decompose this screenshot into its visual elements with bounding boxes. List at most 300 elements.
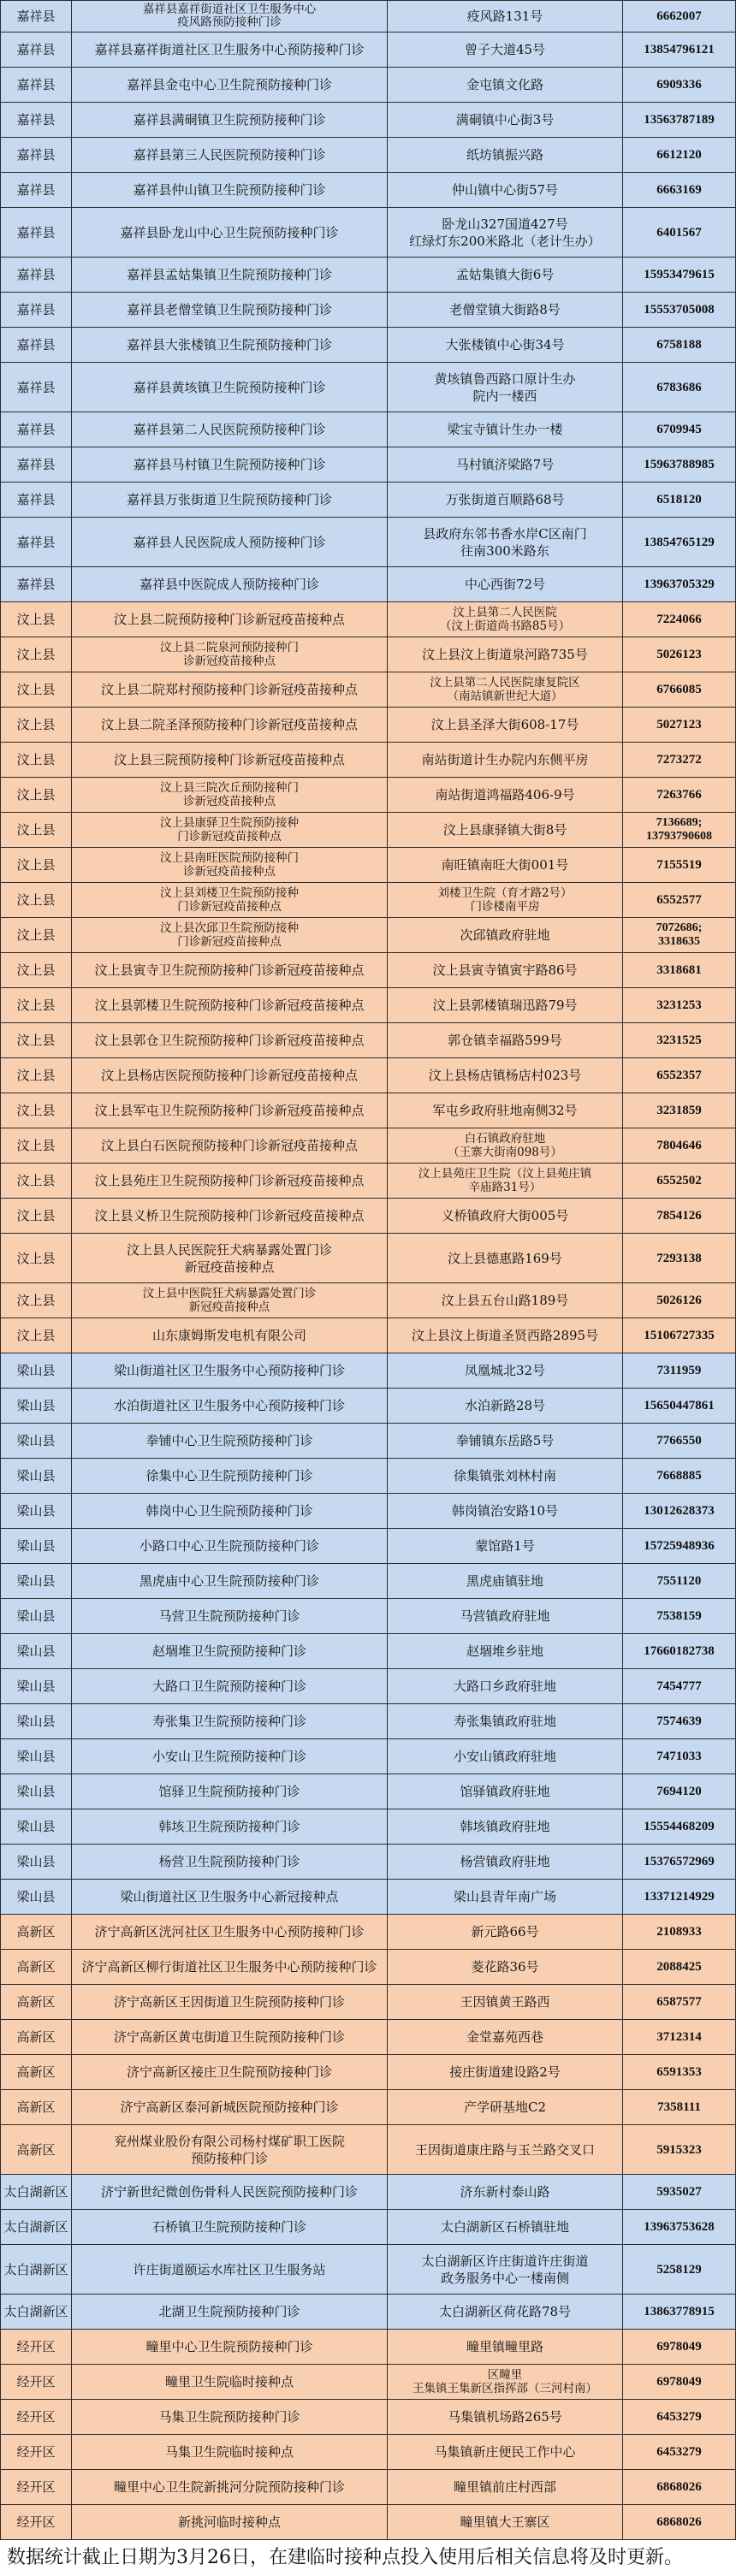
address-cell: [388, 103, 623, 138]
phone-number: 3231859: [656, 1104, 702, 1117]
site-name-cell: [72, 988, 388, 1023]
site-name-cell: [72, 743, 388, 778]
address-cell: [388, 778, 623, 813]
table-row: [0, 103, 736, 138]
address-cell: [388, 637, 623, 672]
phone-number: 2108933: [656, 1925, 702, 1939]
address-cell: [388, 813, 623, 848]
county-label: 梁山县: [16, 1854, 56, 1869]
address-line: 马集镇机场路265号: [448, 2409, 562, 2425]
address-cell: [388, 2125, 623, 2175]
site-name-line: 汶上县郭楼卫生院预防接种门诊新冠疫苗接种点: [94, 998, 365, 1013]
county-label: 高新区: [16, 2141, 56, 2158]
phone-number: 7263766: [656, 788, 702, 802]
phone-cell: [623, 1950, 736, 1985]
county-section: [0, 2330, 736, 2540]
address-line: 南旺镇南旺大街001号: [441, 857, 569, 873]
phone-number: 6978049: [656, 2375, 702, 2389]
phone-cell: [623, 2090, 736, 2125]
address-line: 汶上县第二人民医院: [453, 606, 557, 619]
phone-number: 3318635: [658, 935, 700, 948]
site-name-line: 疃里中心卫生院预防接种门诊: [145, 2339, 313, 2354]
table-row: [0, 813, 736, 848]
county-label: 汶上县: [16, 1103, 56, 1118]
table-row: [0, 2470, 736, 2505]
county-label: 梁山县: [16, 1538, 56, 1554]
site-name-cell: [72, 2435, 388, 2470]
site-name-cell: [72, 1845, 388, 1880]
phone-cell: [623, 1494, 736, 1529]
address-line: 刘楼卫生院（育才路2号）: [437, 886, 573, 900]
site-name-cell: [72, 293, 388, 328]
address-line: 济东新村泰山路: [460, 2184, 550, 2200]
county-cell: [0, 2175, 72, 2210]
site-name-cell: [72, 1564, 388, 1599]
table-row: [0, 1023, 736, 1058]
site-name-cell: [72, 637, 388, 672]
county-label: 经开区: [16, 2409, 56, 2425]
county-label: 嘉祥县: [16, 224, 56, 240]
county-cell: [0, 258, 72, 293]
address-line: 汶上县康驿镇大街8号: [442, 822, 567, 838]
phone-number: 6552502: [656, 1174, 702, 1187]
address-line: 汶上县五台山路189号: [441, 1293, 569, 1308]
phone-cell: [623, 1318, 736, 1353]
address-cell: [388, 1318, 623, 1353]
county-label: 经开区: [16, 2479, 56, 2495]
site-name-line: 门诊新冠疫苗接种点: [177, 830, 282, 844]
phone-number: 13854765129: [644, 535, 715, 549]
county-cell: [0, 68, 72, 103]
phone-cell: [623, 1669, 736, 1704]
phone-number: 13563787189: [644, 113, 715, 127]
table-row: [0, 1809, 736, 1845]
address-line: 接庄街道建设路2号: [449, 2064, 561, 2080]
site-name-line: 济宁高新区泰河新城医院预防接种门诊: [120, 2099, 339, 2115]
county-cell: [0, 0, 72, 33]
phone-cell: [623, 2020, 736, 2055]
county-label: 汶上县: [16, 962, 56, 978]
phone-number: 6663169: [656, 183, 702, 197]
table-row: [0, 2245, 736, 2295]
table-row: [0, 2330, 736, 2365]
address-line: 满硐镇中心街3号: [455, 112, 555, 127]
phone-number: 7804646: [656, 1139, 702, 1152]
county-cell: [0, 813, 72, 848]
site-name-cell: [72, 208, 388, 258]
site-name-line: 诊新冠疫苗接种点: [183, 865, 276, 879]
site-name-cell: [72, 672, 388, 708]
address-cell: [388, 293, 623, 328]
site-name-cell: [72, 412, 388, 447]
site-name-cell: [72, 1389, 388, 1424]
county-section: [0, 2175, 736, 2330]
address-cell: [388, 1985, 623, 2020]
site-name-cell: [72, 1093, 388, 1128]
phone-cell: [623, 68, 736, 103]
county-cell: [0, 1669, 72, 1704]
site-name-cell: [72, 1283, 388, 1318]
county-label: 梁山县: [16, 1608, 56, 1624]
county-cell: [0, 953, 72, 988]
county-cell: [0, 1424, 72, 1459]
table-row: [0, 1739, 736, 1774]
site-name-line: 嘉祥县黄垓镇卫生院预防接种门诊: [133, 379, 326, 395]
site-name-line: 小路口中心卫生院预防接种门诊: [139, 1538, 319, 1554]
phone-number: 7358111: [657, 2100, 701, 2114]
county-label: 汶上县: [16, 752, 56, 767]
county-cell: [0, 1234, 72, 1283]
table-row: [0, 2175, 736, 2210]
phone-number: 7854126: [656, 1209, 702, 1223]
phone-number: 7273272: [656, 753, 702, 767]
phone-cell: [623, 2400, 736, 2435]
table-row: [0, 1494, 736, 1529]
site-name-cell: [72, 1058, 388, 1093]
table-row: [0, 208, 736, 258]
site-name-cell: [72, 363, 388, 412]
county-cell: [0, 2210, 72, 2245]
site-name-line: 济宁高新区洸河社区卫生服务中心预防接种门诊: [94, 1924, 365, 1939]
address-line: 万张街道百顺路68号: [445, 492, 565, 507]
address-cell: [388, 1283, 623, 1318]
site-name-line: 许庄街道颐运水库社区卫生服务站: [133, 2261, 326, 2277]
county-label: 嘉祥县: [16, 422, 56, 437]
phone-number: 6552577: [656, 893, 702, 907]
phone-cell: [623, 1058, 736, 1093]
site-name-cell: [72, 1985, 388, 2020]
site-name-line: 汶上县苑庄卫生院预防接种门诊新冠疫苗接种点: [94, 1173, 365, 1188]
county-label: 梁山县: [16, 1819, 56, 1834]
phone-number: 7694120: [656, 1785, 702, 1798]
address-line: 院内一楼西: [472, 388, 537, 404]
phone-cell: [623, 743, 736, 778]
site-name-cell: [72, 1318, 388, 1353]
county-cell: [0, 1058, 72, 1093]
county-label: 汶上县: [16, 892, 56, 908]
phone-number: 7454777: [656, 1679, 702, 1693]
table-row: [0, 953, 736, 988]
site-name-line: 汶上县二院郑村预防接种门诊新冠疫苗接种点: [100, 682, 358, 697]
site-name-line: 石桥镇卫生院预防接种门诊: [151, 2219, 306, 2235]
county-label: 汶上县: [16, 647, 56, 662]
phone-number: 6709945: [656, 423, 702, 436]
address-cell: [388, 1023, 623, 1058]
phone-number: 6518120: [656, 493, 702, 506]
phone-number: 6868026: [656, 2480, 702, 2494]
county-cell: [0, 2505, 72, 2540]
county-label: 嘉祥县: [16, 147, 56, 163]
table-row: [0, 918, 736, 953]
table-row: [0, 1058, 736, 1093]
address-cell: [388, 1599, 623, 1634]
phone-cell: [623, 1985, 736, 2020]
table-row: [0, 1424, 736, 1459]
phone-cell: [623, 173, 736, 208]
phone-cell: [623, 1845, 736, 1880]
address-cell: [388, 1494, 623, 1529]
table-row: [0, 0, 736, 33]
county-cell: [0, 1023, 72, 1058]
address-cell: [388, 708, 623, 743]
county-cell: [0, 1845, 72, 1880]
phone-cell: [623, 2365, 736, 2400]
county-cell: [0, 518, 72, 567]
table-row: [0, 708, 736, 743]
address-line: 疫风路131号: [466, 9, 543, 24]
site-name-cell: [72, 1599, 388, 1634]
address-line: 辛庙路31号）: [468, 1181, 542, 1194]
county-label: 嘉祥县: [16, 42, 56, 57]
phone-cell: [623, 1164, 736, 1199]
address-line: 马营镇政府驻地: [460, 1608, 550, 1624]
site-name-cell: [72, 1880, 388, 1915]
site-name-line: 山东康姆斯发电机有限公司: [151, 1328, 306, 1343]
address-cell: [388, 1915, 623, 1950]
county-label: 嘉祥县: [16, 577, 56, 592]
address-line: 仲山镇中心街57号: [451, 182, 559, 198]
address-line: 南站街道鸿福路406-9号: [435, 787, 575, 802]
phone-cell: [623, 602, 736, 637]
table-row: [0, 1199, 736, 1234]
table-row: [0, 1985, 736, 2020]
phone-number: 6783686: [656, 380, 702, 394]
site-name-line: 汶上县南旺医院预防接种门: [160, 851, 299, 865]
address-cell: [388, 1093, 623, 1128]
site-name-line: 汶上县郭仓卫生院预防接种门诊新冠疫苗接种点: [94, 1033, 365, 1048]
phone-cell: [623, 1459, 736, 1494]
phone-number: 7136689;: [656, 816, 703, 829]
address-cell: [388, 1234, 623, 1283]
phone-cell: [623, 2245, 736, 2295]
address-cell: [388, 672, 623, 708]
table-row: [0, 1459, 736, 1494]
site-name-line: 新挑河临时接种点: [177, 2514, 281, 2530]
phone-number: 6453279: [656, 2445, 702, 2459]
address-cell: [388, 2175, 623, 2210]
phone-number: 7224066: [656, 613, 702, 626]
address-line: 汶上县郭楼镇瑞迅路79号: [432, 998, 578, 1013]
county-cell: [0, 1318, 72, 1353]
site-name-line: 汶上县三院预防接种门诊新冠疫苗接种点: [113, 752, 345, 767]
site-name-cell: [72, 2330, 388, 2365]
address-cell: [388, 2020, 623, 2055]
site-name-line: 汶上县杨店医院预防接种门诊新冠疫苗接种点: [100, 1068, 358, 1083]
address-line: 新元路66号: [471, 1924, 539, 1939]
phone-cell: [623, 567, 736, 602]
address-line: 孟姑集镇大街6号: [455, 267, 555, 282]
site-name-line: 馆驿卫生院预防接种门诊: [158, 1784, 300, 1799]
phone-number: 7072686;: [656, 921, 703, 934]
county-cell: [0, 1459, 72, 1494]
site-name-cell: [72, 2400, 388, 2435]
county-cell: [0, 33, 72, 68]
site-name-cell: [72, 103, 388, 138]
table-row: [0, 988, 736, 1023]
site-name-cell: [72, 173, 388, 208]
county-cell: [0, 2295, 72, 2330]
county-label: 高新区: [16, 1994, 56, 2010]
address-line: 马村镇济梁路7号: [455, 457, 555, 472]
table-row: [0, 138, 736, 173]
county-label: 梁山县: [16, 1749, 56, 1764]
county-label: 梁山县: [16, 1433, 56, 1448]
phone-cell: [623, 2435, 736, 2470]
site-name-cell: [72, 778, 388, 813]
address-line: 小安山镇政府驻地: [453, 1749, 556, 1764]
phone-cell: [623, 1023, 736, 1058]
address-line: 次邱镇政府驻地: [460, 927, 550, 943]
site-name-line: 汶上县人民医院狂犬病暴露处置门诊: [126, 1241, 332, 1258]
site-name-line: 门诊新冠疫苗接种点: [177, 900, 282, 914]
county-cell: [0, 103, 72, 138]
county-label: 太白湖新区: [3, 2261, 68, 2277]
county-cell: [0, 883, 72, 918]
address-line: 王因镇黄王路西: [460, 1994, 550, 2010]
phone-cell: [623, 1093, 736, 1128]
address-cell: [388, 1529, 623, 1564]
site-name-line: 诊新冠疫苗接种点: [183, 795, 276, 808]
county-label: 梁山县: [16, 1679, 56, 1694]
county-label: 嘉祥县: [16, 9, 56, 24]
address-cell: [388, 1459, 623, 1494]
table-row: [0, 1283, 736, 1318]
phone-cell: [623, 447, 736, 483]
address-cell: [388, 2435, 623, 2470]
site-name-line: 北湖卫生院预防接种门诊: [158, 2304, 300, 2319]
table-row: [0, 1093, 736, 1128]
address-line: 金屯镇文化路: [466, 77, 543, 92]
site-name-cell: [72, 918, 388, 953]
county-label: 经开区: [16, 2374, 56, 2389]
address-line: 黄垓镇鲁西路口原计生办: [434, 370, 576, 387]
address-line: 疃里镇疃里路: [466, 2339, 543, 2354]
address-line: 门诊楼南平房: [470, 900, 540, 914]
table-row: [0, 33, 736, 68]
phone-cell: [623, 883, 736, 918]
county-cell: [0, 778, 72, 813]
site-name-cell: [72, 68, 388, 103]
county-cell: [0, 1774, 72, 1809]
table-row: [0, 1599, 736, 1634]
address-cell: [388, 68, 623, 103]
site-name-cell: [72, 1950, 388, 1985]
site-name-cell: [72, 1634, 388, 1669]
phone-cell: [623, 988, 736, 1023]
site-name-cell: [72, 1529, 388, 1564]
site-name-line: 嘉祥县嘉祥街道社区卫生服务中心: [142, 3, 317, 16]
county-cell: [0, 708, 72, 743]
address-line: 马集镇新庄便民工作中心: [434, 2444, 576, 2460]
phone-cell: [623, 813, 736, 848]
address-line: 南站街道计生办院内东侧平房: [421, 752, 589, 767]
address-line: 馆驿镇政府驻地: [460, 1784, 550, 1799]
table-row: [0, 1880, 736, 1915]
county-cell: [0, 1389, 72, 1424]
site-name-line: 疫风路预防接种门诊: [177, 15, 282, 29]
site-name-cell: [72, 2125, 388, 2175]
site-name-line: 马集卫生院预防接种门诊: [158, 2409, 300, 2425]
site-name-cell: [72, 138, 388, 173]
address-line: 县政府东邻书香水岸C区南门: [423, 525, 587, 542]
address-cell: [388, 258, 623, 293]
county-label: 汶上县: [16, 1033, 56, 1048]
address-cell: [388, 953, 623, 988]
site-name-cell: [72, 1915, 388, 1950]
site-name-line: 汶上县义桥卫生院预防接种门诊新冠疫苗接种点: [94, 1208, 365, 1223]
table-row: [0, 1529, 736, 1564]
site-name-line: 嘉祥县中医院成人预防接种门诊: [139, 577, 319, 592]
county-label: 嘉祥县: [16, 77, 56, 92]
address-line: 大张楼镇中心街34号: [445, 337, 565, 352]
county-cell: [0, 2055, 72, 2090]
phone-number: 6978049: [656, 2340, 702, 2354]
address-line: 汶上县圣泽大街608-17号: [430, 717, 579, 732]
site-name-cell: [72, 2295, 388, 2330]
county-label: 高新区: [16, 2029, 56, 2045]
county-label: 经开区: [16, 2339, 56, 2354]
address-line: 疃里镇前庄村西部: [453, 2479, 556, 2495]
address-cell: [388, 2055, 623, 2090]
address-line: 卧龙山327国道427号: [442, 216, 568, 232]
site-name-cell: [72, 328, 388, 363]
table-row: [0, 1234, 736, 1283]
site-name-cell: [72, 2020, 388, 2055]
table-row: [0, 1669, 736, 1704]
address-cell: [388, 988, 623, 1023]
county-cell: [0, 2330, 72, 2365]
phone-number: 6587577: [656, 1995, 702, 2009]
address-line: 红绿灯东200米路北（老计生办）: [409, 233, 601, 249]
table-row: [0, 1915, 736, 1950]
phone-number: 6766085: [656, 683, 702, 696]
table-row: [0, 2210, 736, 2245]
site-name-cell: [72, 1199, 388, 1234]
site-name-line: 诊新冠疫苗接种点: [183, 654, 276, 668]
phone-cell: [623, 2175, 736, 2210]
phone-cell: [623, 363, 736, 412]
phone-number: 7551120: [656, 1574, 702, 1588]
phone-number: 7766550: [656, 1434, 702, 1448]
site-name-cell: [72, 2470, 388, 2505]
address-cell: [388, 1058, 623, 1093]
county-cell: [0, 2125, 72, 2175]
county-cell: [0, 1529, 72, 1564]
county-label: 梁山县: [16, 1503, 56, 1519]
site-name-line: 疃里卫生院临时接种点: [164, 2374, 294, 2389]
site-name-line: 小安山卫生院预防接种门诊: [151, 1749, 306, 1764]
county-cell: [0, 1353, 72, 1389]
site-name-line: 汶上县军屯卫生院预防接种门诊新冠疫苗接种点: [94, 1103, 365, 1118]
address-line: 往南300米路东: [460, 542, 549, 559]
site-name-line: 济宁高新区王因街道卫生院预防接种门诊: [113, 1994, 345, 2010]
site-name-line: 疃里中心卫生院新挑河分院预防接种门诊: [113, 2479, 345, 2495]
site-name-line: 汶上县刘楼卫生院预防接种: [160, 886, 299, 900]
address-line: 梁山县青年南广场: [453, 1889, 556, 1904]
site-name-cell: [72, 518, 388, 567]
address-line: 中心西街72号: [464, 577, 546, 592]
phone-cell: [623, 1234, 736, 1283]
address-cell: [388, 1634, 623, 1669]
phone-cell: [623, 953, 736, 988]
county-label: 汶上县: [16, 927, 56, 943]
address-cell: [388, 328, 623, 363]
address-cell: [388, 1199, 623, 1234]
phone-number: 5026123: [656, 648, 702, 661]
phone-cell: [623, 1915, 736, 1950]
phone-cell: [623, 1424, 736, 1459]
address-cell: [388, 2090, 623, 2125]
